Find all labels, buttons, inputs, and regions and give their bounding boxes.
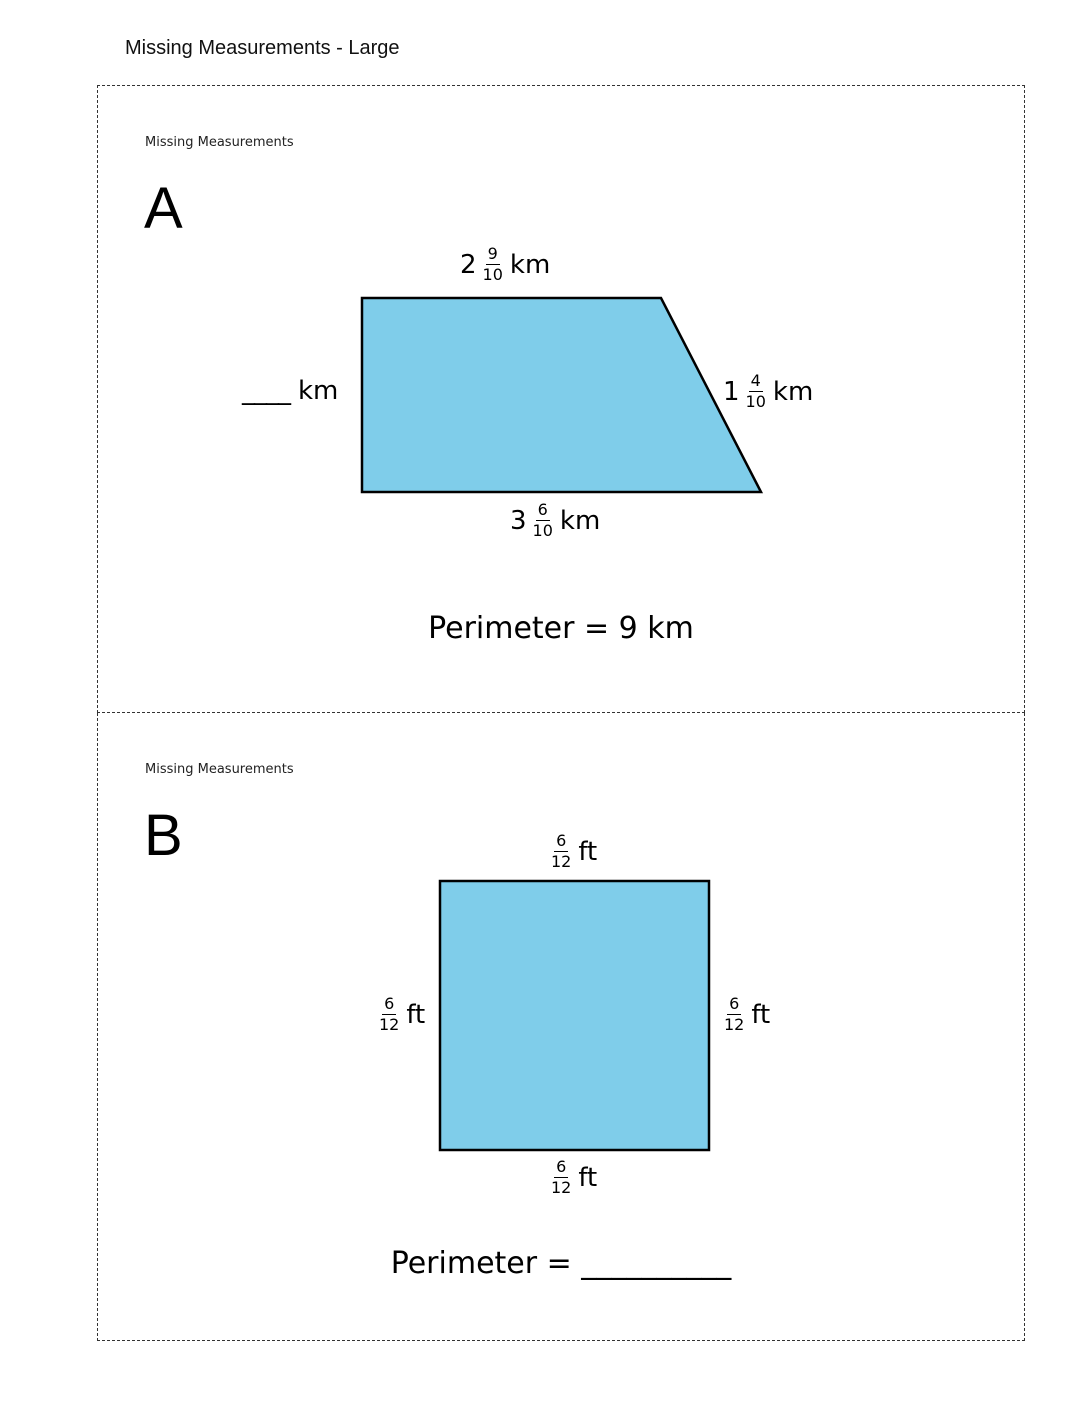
fraction <box>549 833 573 870</box>
card-heading: Missing Measurements <box>145 135 294 150</box>
unit: km <box>772 376 814 407</box>
whole-number: 3 <box>510 505 527 536</box>
fraction <box>377 996 401 1033</box>
unit: km <box>298 376 339 406</box>
unit: ft <box>751 999 771 1030</box>
side-label-right <box>721 996 770 1033</box>
fraction <box>722 996 746 1033</box>
side-label-left[interactable] <box>242 376 338 406</box>
fraction <box>744 373 768 410</box>
card-letter: A <box>144 176 183 241</box>
unit: ft <box>578 1162 598 1193</box>
card-letter: B <box>144 803 183 868</box>
side-label-left <box>376 996 425 1033</box>
denominator: 12 <box>551 852 572 871</box>
unit: km <box>559 505 601 536</box>
perimeter-statement: Perimeter = 9 km <box>428 611 694 646</box>
side-label-top <box>460 246 550 283</box>
denominator: 12 <box>379 1015 400 1034</box>
fraction <box>531 502 555 539</box>
denominator: 12 <box>551 1178 572 1197</box>
denominator: 10 <box>745 392 766 411</box>
document-title: Missing Measurements - Large <box>125 37 400 59</box>
task-card-b <box>97 713 1025 1341</box>
unit: ft <box>578 836 598 867</box>
numerator: 6 <box>556 831 567 850</box>
side-label-bottom <box>510 502 600 539</box>
numerator: 6 <box>556 1157 567 1176</box>
square-rect <box>440 881 709 1150</box>
numerator: 4 <box>750 371 761 390</box>
unit: ft <box>406 999 426 1030</box>
answer-blank[interactable]: ____ <box>242 376 290 406</box>
unit: km <box>509 249 551 280</box>
trapezoid-polygon <box>362 298 761 492</box>
fraction <box>481 246 505 283</box>
fraction <box>549 1159 573 1196</box>
side-label-bottom <box>548 1159 597 1196</box>
numerator: 6 <box>537 500 548 519</box>
whole-number: 2 <box>460 249 477 280</box>
side-label-right <box>723 373 813 410</box>
numerator: 6 <box>384 994 395 1013</box>
denominator: 12 <box>724 1015 745 1034</box>
numerator: 9 <box>487 244 498 263</box>
denominator: 10 <box>532 521 553 540</box>
task-card-a <box>97 85 1025 713</box>
denominator: 10 <box>482 265 503 284</box>
whole-number: 1 <box>723 376 740 407</box>
numerator: 6 <box>729 994 740 1013</box>
perimeter-statement[interactable]: Perimeter = __________ <box>390 1246 732 1281</box>
side-label-top <box>548 833 597 870</box>
card-heading: Missing Measurements <box>145 762 294 777</box>
